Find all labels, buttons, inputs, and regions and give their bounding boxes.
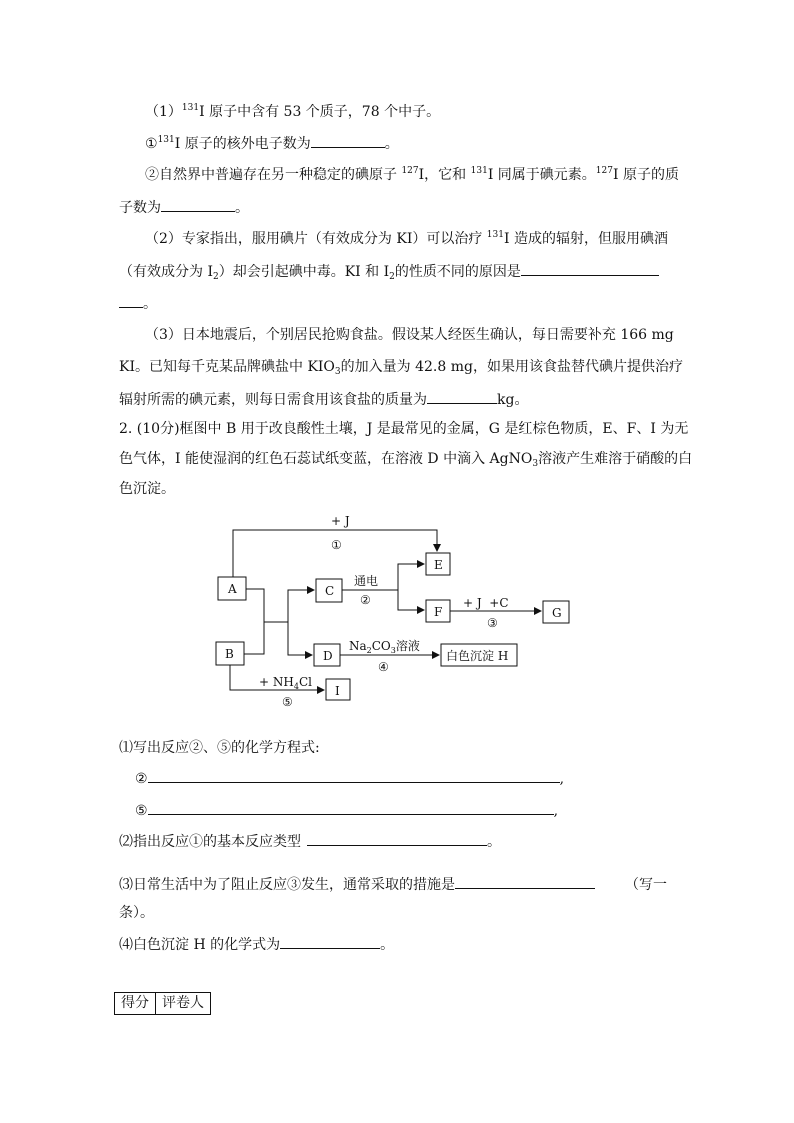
label-plus-j-c: + J +C: [463, 596, 509, 610]
q3-line3: 辐射所需的碘元素，则每日需食用该食盐的质量为 kg。: [119, 389, 528, 410]
arrow-to-f: [398, 590, 424, 610]
label-plus-j: + J: [331, 514, 350, 528]
q1-sub2-line2: 子数为 。: [119, 197, 249, 218]
grader-label: 评卷人: [155, 993, 210, 1014]
score-label: 得分: [121, 995, 149, 1011]
label-electrolysis: 通电: [354, 574, 379, 588]
problem2-line2: 色气体，I 能使湿润的红色石蕊试纸变蓝，在溶液 D 中滴入 AgNO$_3$溶液产生难溶于硝酸的白: [119, 451, 693, 469]
problem2-line1: 2. (10分)框图中 B 用于改良酸性土壤，J 是最常见的金属，G 是红棕色物质，E、F、I 为无: [119, 421, 689, 437]
label-a: A: [228, 582, 237, 596]
answer-blank[interactable]: [148, 800, 554, 815]
q3-line1: （3）日本地震后，个别居民抢购食盐。假设某人经医生确认，每日需要补充 166 mg: [145, 327, 674, 343]
label-na2co3: $Na_2CO_3$溶液: [349, 639, 420, 655]
q2-line2: （有效成分为 $I_2$）却会引起碘中毒。KI 和 $I_2$的性质不同的原因是: [119, 261, 659, 282]
arrow-to-e: [398, 564, 424, 610]
answer-blank[interactable]: [148, 768, 560, 783]
arrow-to-c: [288, 590, 314, 655]
question-1-a: ② ,: [135, 768, 564, 789]
answer-blank[interactable]: [280, 934, 380, 949]
problem2-line3: 色沉淀。: [119, 481, 175, 497]
q1-sub2-line1: ②自然界中普遍存在另一种稳定的碘原子 $^{127}$I，它和 $^{131}$I 同属于碘元素。$^{127}$I 原子的质: [145, 166, 679, 183]
label-d: D: [323, 649, 333, 663]
label-g: G: [552, 606, 562, 620]
label-reaction-1: ①: [331, 538, 342, 552]
label-e: E: [434, 558, 443, 572]
label-reaction-5: ⑤: [282, 695, 293, 709]
question-4: ⑷白色沉淀 H 的化学式为 。: [119, 934, 394, 955]
q2-line3: 。: [119, 293, 157, 314]
label-reaction-4: ④: [378, 660, 389, 674]
question-3: ⑶日常生活中为了阻止反应③发生，通常采取的措施是 （写一: [119, 874, 667, 895]
label-nh4cl: + $NH_4Cl$: [259, 675, 312, 691]
connector-a: [244, 589, 264, 654]
q2-line1: （2）专家指出，服用碘片（有效成分为 KI）可以治疗 $^{131}$I 造成的辐射，但服用碘酒: [145, 230, 668, 247]
label-h: 白色沉淀 H: [446, 649, 509, 663]
question-1-b: ⑤ ,: [135, 800, 558, 821]
q3-line2: KI。已知每千克某品牌碘盐中 $KIO_3$的加入量为 42.8 mg，如果用该食盐替代碘片提供治疗: [119, 359, 683, 377]
q1-sub1: ①$^{131}$I 原子的核外电子数为 。: [145, 135, 399, 152]
q1-intro: $(1)^{131}I$ 原子中含有 53 个质子，78 个中子。: [145, 103, 441, 120]
answer-blank[interactable]: [455, 874, 595, 889]
question-2: ⑵指出反应①的基本反应类型 。: [119, 831, 501, 852]
question-3-line2: 条）。: [119, 905, 154, 921]
question-1: ⑴写出反应②、⑤的化学方程式:: [119, 740, 320, 756]
score-box: [114, 992, 211, 1015]
label-i: I: [335, 684, 340, 698]
label-c: C: [325, 584, 335, 598]
arrow-to-d: [288, 622, 312, 655]
answer-blank[interactable]: [307, 831, 487, 846]
label-reaction-2: ②: [360, 593, 371, 607]
label-reaction-3: ③: [487, 616, 498, 630]
label-f: F: [434, 605, 443, 619]
label-b: B: [225, 647, 234, 661]
